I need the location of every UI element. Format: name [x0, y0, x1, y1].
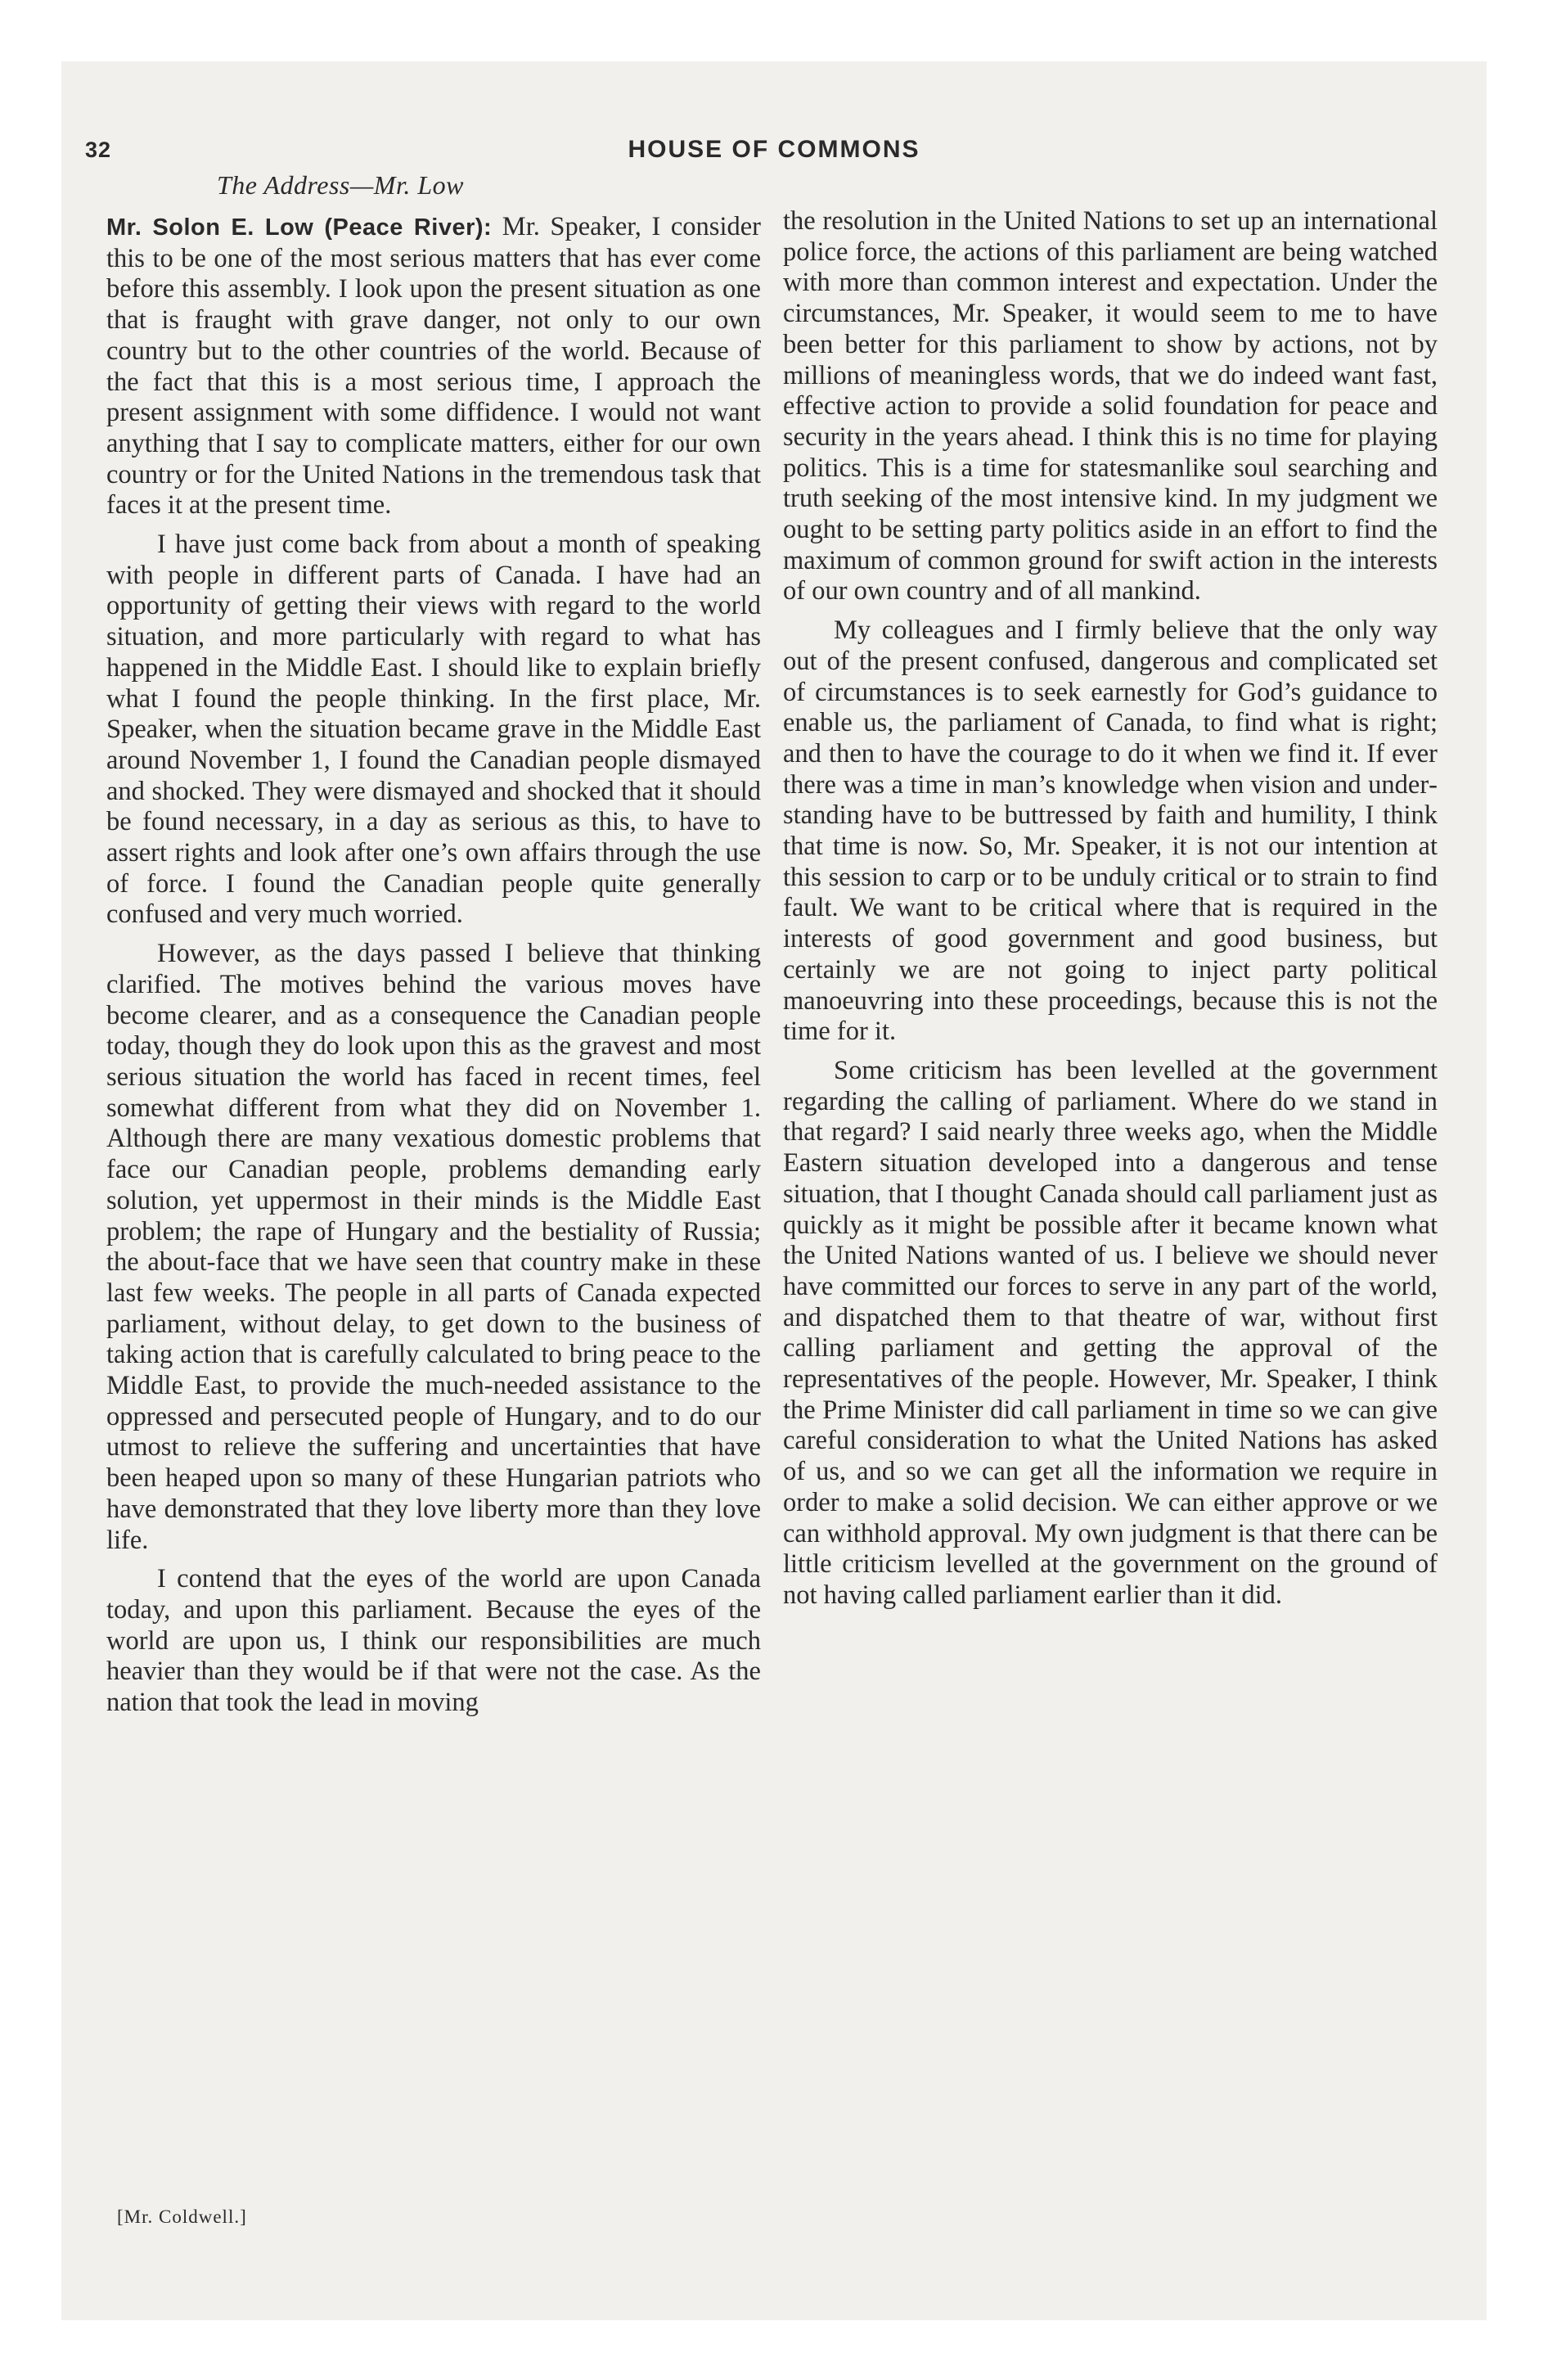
paragraph: I contend that the eyes of the world are upon Canada today, and upon this parliament. Because the eyes of the world are upon us, I think our responsibilities are much heavier than they would be if that were not the case. As the nation that took the lead in moving	[106, 1564, 761, 1718]
paragraph: My colleagues and I firmly believe that the only way out of the present confused, dangerous and complicated set of circumstances is to seek earnestly for God’s guidance to enable us, the parliament of Canada, to find what is right; and then to have the courage to do it when we find it. If ever there was a time in man’s knowledge when vision and understanding have to be buttressed by faith and humility, I think that time is now. So, Mr. Speaker, it is not our intention at this session to carp or to be unduly critical or to strain to find fault. We want to be critical where that is required in the interests of good government and good business, but certainly we are not going to inject party political manoeuvring into these proceedings, because this is not the time for it.	[783, 615, 1438, 1047]
right-column	[783, 206, 1438, 1620]
running-header: HOUSE OF COMMONS	[628, 136, 920, 163]
paragraph: the resolution in the United Nations to set up an international police force, the actions of this parliament are being watched with more than common interest and expectation. Under the circumstances, Mr. Speaker, it would seem to me to have been better for this parliament to show by actions, not by millions of meaningless words, that we do indeed want fast, effective action to provide a solid foundation for peace and security in the years ahead. I think this is no time for playing politics. This is a time for statesmanlike soul searching and truth seeking of the most intensive kind. In my judgment we ought to be setting party politics aside in an effort to find the maximum of common ground for swift action in the interests of our own country and of all mankind.	[783, 206, 1438, 606]
paragraph: I have just come back from about a month of speaking with people in different parts of Canada. I have had an opportunity of getting their views with regard to the world situation, and more particularly with regard to what has happened in the Middle East. I should like to explain briefly what I found the people thinking. In the first place, Mr. Speaker, when the situation became grave in the Middle East around November 1, I found the Canadian people dismayed and shocked. They were dismayed and shocked that it should be found necessary, in a day as serious as this, to have to assert rights and look after one’s own affairs through the use of force. I found the Canadian people quite generally confused and very much worried.	[106, 530, 761, 930]
speaker-name: Mr. Solon E. Low (Peace River):	[106, 214, 493, 241]
section-title: The Address—Mr. Low	[217, 170, 464, 200]
paragraph: Some criticism has been levelled at the government regarding the calling of parliament. Where do we stand in that regard? I said nearly three weeks ago, when the Middle Eastern situation developed into a dangerous and tense situation, that I thought Canada should call parliament just as quickly as it might be possible after it became known what the United Nations wanted of us. I believe we should never have committed our forces to serve in any part of the world, and dispatched them to that theatre of war, without first calling parliament and getting the approval of the representatives of the people. However, Mr. Speaker, I think the Prime Minister did call parliament in time so we can give careful consideration to what the United Nations has asked of us, and so we can get all the information we require in order to make a solid decision. We can either approve or we can withhold approval. My own judgment is that there can be little criticism levelled at the government on the ground of not having called parliament earlier than it did.	[783, 1055, 1438, 1610]
paragraph-text: Mr. Speaker, I consider this to be one of the most serious matters that has ever come before this assembly. I look upon the present situation as one that is fraught with grave danger, not only to our own country but to the other countries of the world. Because of the fact that this is a most serious time, I approach the present assignment with some diffidence. I would not want anything that I say to complicate matters, either for our own country or for the United Nations in the tremendous task that faces it at the present time.	[106, 212, 761, 521]
left-column	[106, 212, 761, 1727]
page-number: 32	[85, 137, 112, 162]
paragraph	[106, 212, 761, 521]
footer-note: [Mr. Coldwell.]	[117, 2206, 247, 2227]
paragraph: However, as the days passed I believe that thinking clarified. The motives behind the various moves have become clearer, and as a consequence the Canadian people today, though they do look upon this as the gravest and most serious situation the world has faced in recent times, feel somewhat different from what they did on November 1. Although there are many vexatious domestic problems that face our Canadian people, problems demanding early solution, yet uppermost in their minds is the Middle East problem; the rape of Hungary and the bestiality of Russia; the about-face that we have seen that country make in these last few weeks. The people in all parts of Canada expected parliament, without delay, to get down to the business of taking action that is carefully calculated to bring peace to the Middle East, to provide the much-needed assistance to the oppressed and persecuted people of Hungary, and to do our utmost to relieve the suffering and uncertainties that have been heaped upon so many of these Hungarian patriots who have demonstrated that they love liberty more than they love life.	[106, 939, 761, 1555]
